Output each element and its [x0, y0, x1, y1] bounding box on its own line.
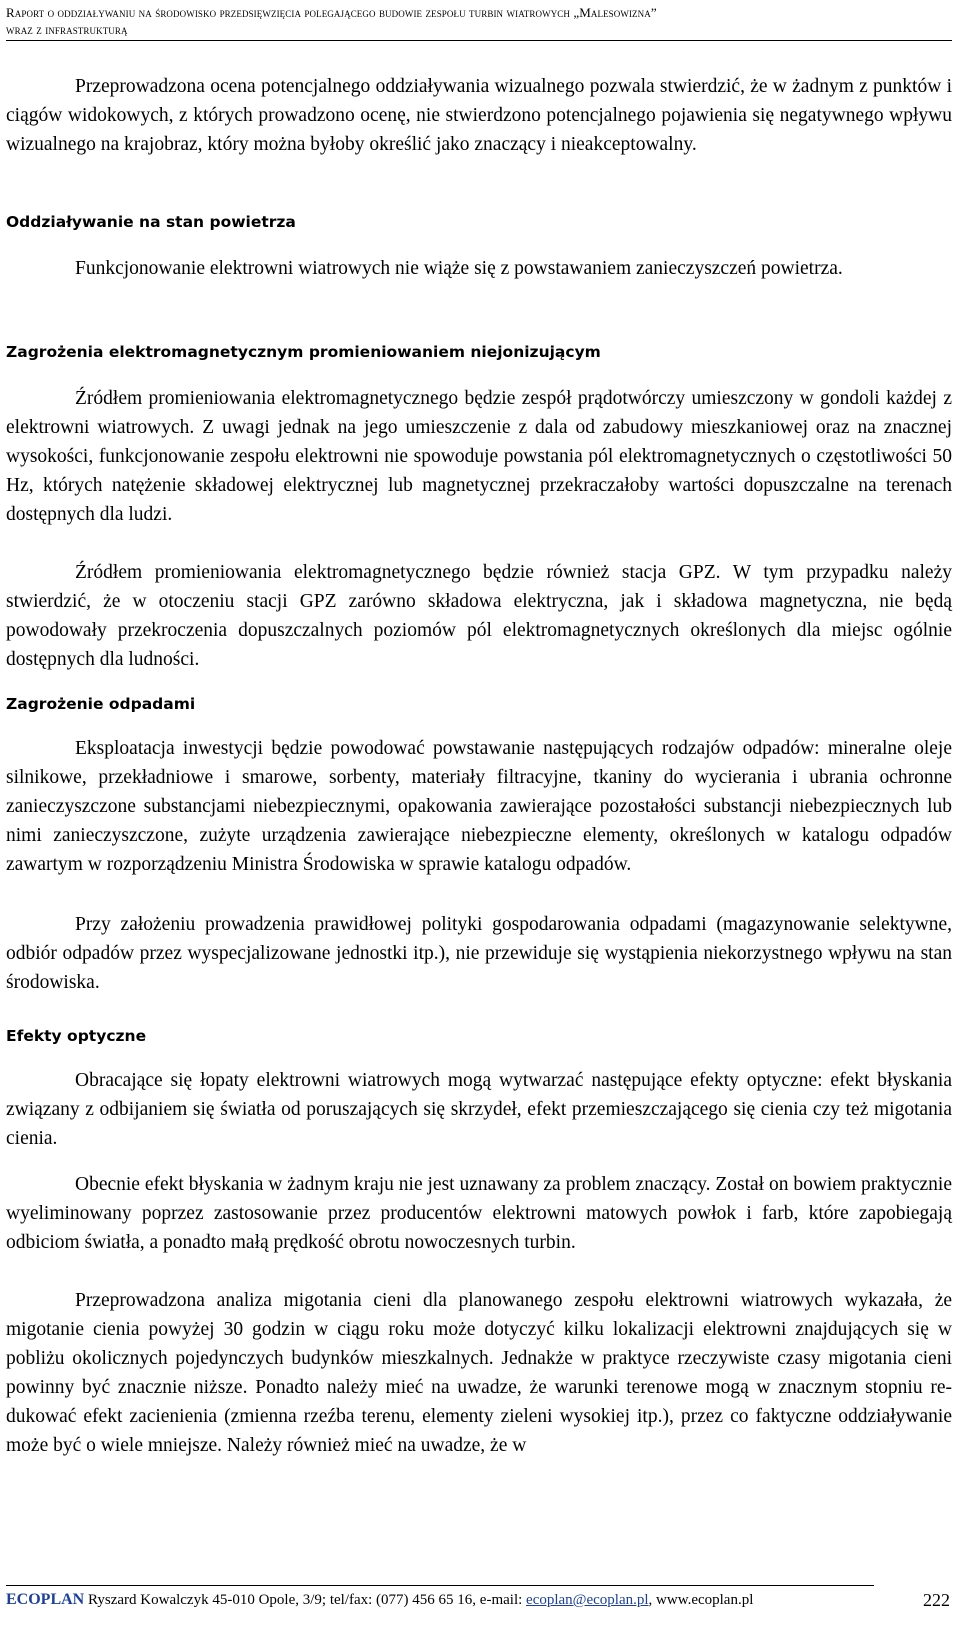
footer-contact-details: Ryszard Kowalczyk 45-010 Opole, 3/9; tel/fax: (077) 456 65 16, e-mail:: [87, 1592, 523, 1608]
page-footer: [6, 1589, 950, 1611]
heading-air-quality: Oddziaływanie na stan powietrza: [6, 213, 296, 231]
footer-separator: ,: [648, 1592, 653, 1608]
paragraph-electromagnetic-2: Źródłem promieniowania elektromagnetycznego będzie również stacja GPZ. W tym przypadku należy stwierdzić, że w otoczeniu stacji GPZ zarówno składowa elektryczna, jak i składowa magnetyczna, nie będą powodowały przekroczenia dopuszczalnych poziomów pól elektromagnetycznych określonych dla miejsc ogólnie dostępnych dla ludności.: [6, 562, 952, 670]
running-header: [6, 4, 952, 38]
footer-email-link[interactable]: ecoplan@ecoplan.pl: [526, 1592, 649, 1608]
paragraph-air-quality: Funkcjonowanie elektrowni wiatrowych nie wiąże się z powstawaniem zanieczyszczeń powietrza.: [75, 258, 843, 279]
footer-website[interactable]: www.ecoplan.pl: [656, 1592, 754, 1608]
paragraph-visual-impact: Przeprowadzona ocena potencjalnego oddziaływania wizualnego pozwala stwierdzić, że w żadnym z punktów i ciągów widokowych, z których prowadzono ocenę, nie stwierdzono potencjalnego pojawienia się negatywnego wpływu wizualnego na krajobraz, który można byłoby określić jako znaczący i nieakceptowalny.: [6, 76, 952, 155]
paragraph-optical-3: Przeprowadzona analiza migotania cieni dla planowanego zespołu elektrowni wiatrowych wykazała, że migotanie cienia powyżej 30 godzin w ciągu roku może dotyczyć kilku lokalizacji elektrowni znajdujących się w pobliżu okolicznych pojedynczych budynków mieszkalnych. Jednakże w praktyce rzeczywiste czasy migotania cieni powinny być znacznie niższe. Ponadto należy mieć na uwadze, że warunki terenowe mogą w znacznym stopniu redukować efekt zacienienia (zmienna rzeźba terenu, elementy zieleni wysokiej itp.), przez co faktyczne oddziaływanie może być o wiele mniejsze. Należy również mieć na uwadze, że w: [6, 1290, 952, 1456]
running-header-line-2: wraz z infrastrukturą: [6, 22, 128, 37]
footer-brand: ECOPLAN: [6, 1591, 85, 1608]
paragraph-electromagnetic-1: Źródłem promieniowania elektromagnetycznego będzie zespół prądotwórczy umieszczony w gondoli każdej z elektrowni wiatrowych. Z uwagi jednak na jego umieszczenie z dala od zabudowy mieszkaniowej oraz na znacznej wysokości, funkcjonowanie zespołu elektrowni nie spowoduje powstania pól elektromagnetycznych o częstotliwości 50 Hz, których natężenie składowej elektrycznej lub magnetycznej przekraczałoby wartości dopuszczalne na terenach dostępnych dla ludzi.: [6, 388, 952, 525]
header-rule: [6, 40, 952, 41]
heading-waste: Zagrożenie odpadami: [6, 695, 196, 713]
heading-optical-effects: Efekty optyczne: [6, 1027, 147, 1045]
paragraph-optical-1: Obracające się łopaty elektrowni wiatrowych mogą wytwarzać następujące efekty optyczne: efekt błyskania związany z odbijaniem się światła od poruszających się skrzydeł, efekt przemieszczającego się cienia czy też migotania cienia.: [6, 1070, 952, 1149]
heading-electromagnetic: Zagrożenia elektromagnetycznym promieniowaniem niejonizującym: [6, 343, 601, 361]
page-number: 222: [923, 1590, 950, 1610]
paragraph-waste-2: Przy założeniu prowadzenia prawidłowej polityki gospodarowania odpadami (magazynowanie selektywne, odbiór odpadów przez wyspecjalizowane jednostki itp.), nie przewiduje się wystąpienia niekorzystnego wpływu na stan środowiska.: [6, 914, 952, 993]
running-header-line-1: Raport o oddziaływaniu na środowisko przedsięwzięcia polegającego budowie zespołu turbin wiatrowych „Malesowizna”: [6, 5, 657, 20]
paragraph-waste-1: Eksploatacja inwestycji będzie powodować powstawanie następujących rodzajów odpadów: mineralne oleje silnikowe, przekładniowe i smarowe, sorbenty, materiały filtracyjne, tkaniny do wycierania i ubrania ochronne zanieczyszczone substancjami niebezpiecznymi, opakowania zawierające pozostałości substancji niebezpiecznych lub nimi zanieczyszczone, zużyte urządzenia zawierające niebezpieczne elementy, określonych w katalogu odpadów zawartym w rozporządzeniu Ministra Środowiska w sprawie katalogu odpadów.: [6, 738, 952, 875]
footer-rule: [6, 1585, 874, 1586]
paragraph-optical-2: Obecnie efekt błyskania w żadnym kraju nie jest uznawany za problem znaczący. Został on bowiem praktycznie wyeliminowany poprzez zastosowanie przez producentów elektrowni matowych powłok i farb, które zapobiegają odbiciom światła, a ponadto małą prędkość obrotu nowoczesnych turbin.: [6, 1174, 952, 1253]
